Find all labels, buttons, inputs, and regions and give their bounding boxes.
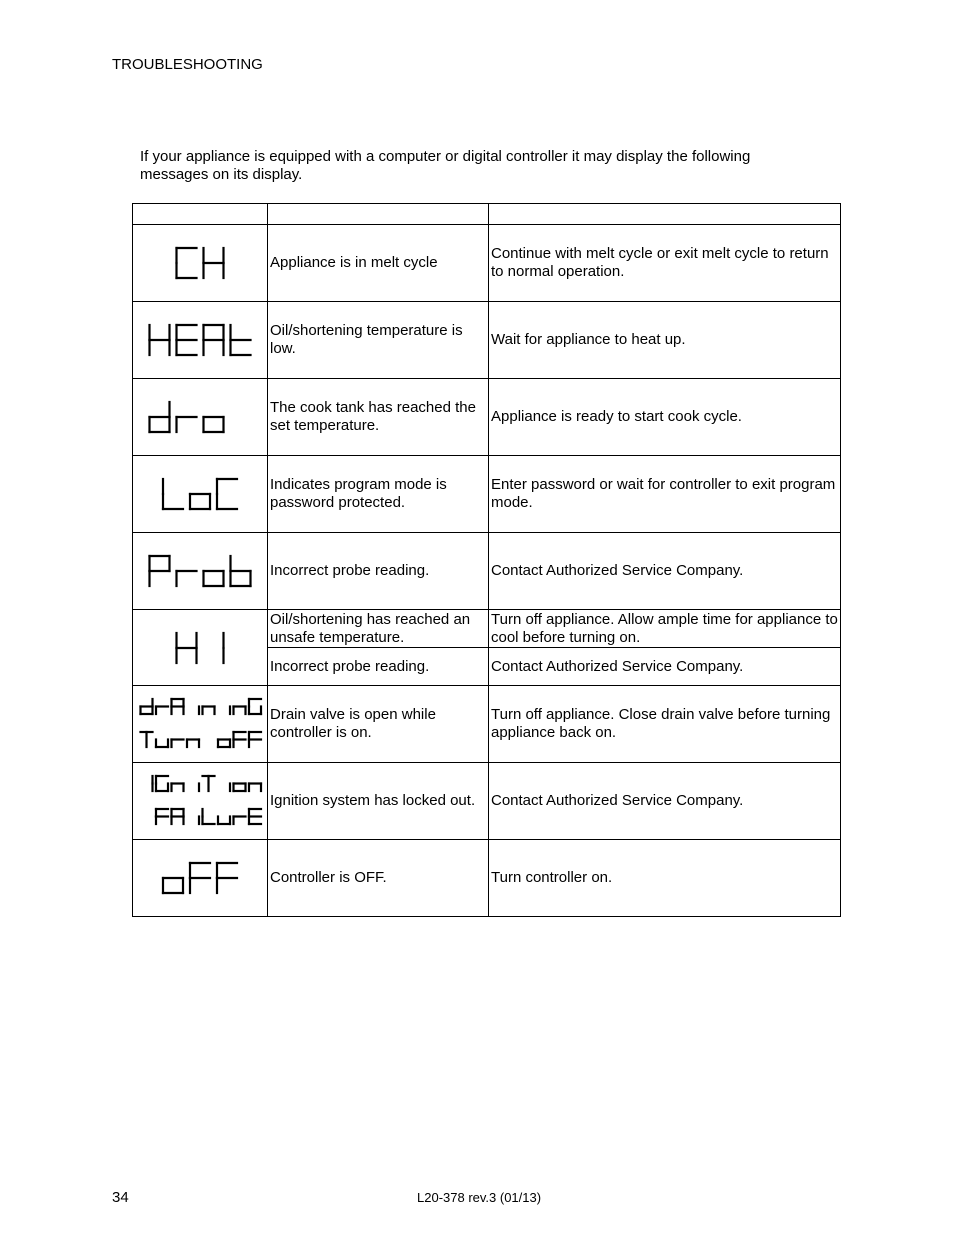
display-glyph	[204, 325, 224, 355]
display-glyph	[187, 740, 199, 748]
display-glyph	[204, 248, 224, 278]
intro-paragraph: If your appliance is equipped with a computer or digital controller it may display the following messages on its display.	[140, 148, 751, 183]
display-cell	[133, 379, 268, 456]
display-glyph	[249, 699, 261, 714]
segment-display	[135, 688, 265, 760]
display-glyph	[190, 494, 210, 509]
display-cell	[133, 225, 268, 302]
display-glyph	[177, 633, 197, 663]
remedy-cell: Turn off appliance. Allow ample time for appliance to cool before turning on.	[489, 610, 841, 648]
remedy-cell: Enter password or wait for controller to exit program mode.	[489, 456, 841, 533]
remedy-cell: Continue with melt cycle or exit melt cycle to return to normal operation.	[489, 225, 841, 302]
display-glyph	[234, 817, 246, 825]
display-glyph	[234, 784, 246, 792]
troubleshooting-table	[132, 203, 841, 917]
remedy-cell: Wait for appliance to heat up.	[489, 302, 841, 379]
remedy-cell: Turn controller on.	[489, 840, 841, 917]
display-glyph	[203, 776, 215, 791]
display-glyph	[218, 817, 230, 825]
display-glyph	[217, 479, 237, 509]
display-glyph	[172, 809, 184, 824]
display-glyph	[156, 809, 168, 824]
cause-cell: Drain valve is open while controller is on.	[268, 686, 489, 763]
header-cell	[133, 204, 268, 225]
display-glyph	[172, 740, 184, 748]
display-glyph	[163, 878, 183, 893]
display-cell	[133, 840, 268, 917]
cause-cell: Incorrect probe reading.	[268, 648, 489, 686]
display-glyph	[150, 325, 170, 355]
display-glyph	[177, 571, 197, 586]
display-glyph	[150, 402, 170, 432]
display-glyph	[156, 740, 168, 748]
display-glyph	[163, 479, 183, 509]
segment-display	[135, 843, 265, 913]
display-glyph	[150, 556, 170, 586]
display-glyph	[204, 571, 224, 586]
cause-cell: The cook tank has reached the set temperature.	[268, 379, 489, 456]
cause-cell: Indicates program mode is password protected.	[268, 456, 489, 533]
remedy-cell: Contact Authorized Service Company.	[489, 763, 841, 840]
display-glyph	[203, 809, 215, 824]
remedy-cell: Appliance is ready to start cook cycle.	[489, 379, 841, 456]
display-glyph	[172, 784, 184, 792]
display-glyph	[177, 248, 197, 278]
table-row	[133, 533, 841, 610]
display-cell	[133, 763, 268, 840]
table-row	[133, 302, 841, 379]
cause-cell: Controller is OFF.	[268, 840, 489, 917]
display-glyph	[141, 699, 153, 714]
display-glyph	[234, 707, 246, 715]
display-glyph	[249, 732, 261, 747]
remedy-cell: Contact Authorized Service Company.	[489, 533, 841, 610]
display-glyph	[156, 707, 168, 715]
display-cell	[133, 610, 268, 686]
cause-cell: Ignition system has locked out.	[268, 763, 489, 840]
remedy-cell: Contact Authorized Service Company.	[489, 648, 841, 686]
table-row	[133, 456, 841, 533]
display-cell	[133, 302, 268, 379]
document-reference: L20-378 rev.3 (01/13)	[417, 1190, 542, 1205]
cause-cell: Oil/shortening has reached an unsafe temperature.	[268, 610, 489, 648]
cause-cell: Appliance is in melt cycle	[268, 225, 489, 302]
display-glyph	[249, 784, 261, 792]
display-glyph	[217, 863, 237, 893]
cause-cell: Incorrect probe reading.	[268, 533, 489, 610]
segment-display	[135, 765, 265, 837]
display-cell	[133, 686, 268, 763]
display-glyph	[231, 325, 251, 355]
display-glyph	[204, 417, 224, 432]
page-number: 34	[112, 1189, 129, 1206]
display-glyph	[218, 740, 230, 748]
display-glyph	[249, 809, 261, 824]
segment-display	[135, 536, 265, 606]
header-cell	[268, 204, 489, 225]
segment-display	[135, 382, 265, 452]
table-row	[133, 379, 841, 456]
segment-display	[135, 305, 265, 375]
display-glyph	[177, 417, 197, 432]
section-header: TROUBLESHOOTING	[112, 56, 263, 73]
header-cell	[489, 204, 841, 225]
table-row	[133, 225, 841, 302]
table-row	[133, 840, 841, 917]
display-cell	[133, 456, 268, 533]
display-glyph	[231, 556, 251, 586]
display-glyph	[172, 699, 184, 714]
table-row	[133, 610, 841, 648]
table-row	[133, 686, 841, 763]
segment-display	[135, 228, 265, 298]
display-glyph	[141, 732, 153, 747]
display-glyph	[190, 863, 210, 893]
display-glyph	[177, 325, 197, 355]
display-glyph	[234, 732, 246, 747]
remedy-cell: Turn off appliance. Close drain valve before turning appliance back on.	[489, 686, 841, 763]
cause-cell: Oil/shortening temperature is low.	[268, 302, 489, 379]
segment-display	[135, 613, 265, 683]
segment-display	[135, 459, 265, 529]
display-glyph	[156, 776, 168, 791]
display-cell	[133, 533, 268, 610]
table-header-row	[133, 204, 841, 225]
table-row	[133, 763, 841, 840]
display-glyph	[203, 707, 215, 715]
